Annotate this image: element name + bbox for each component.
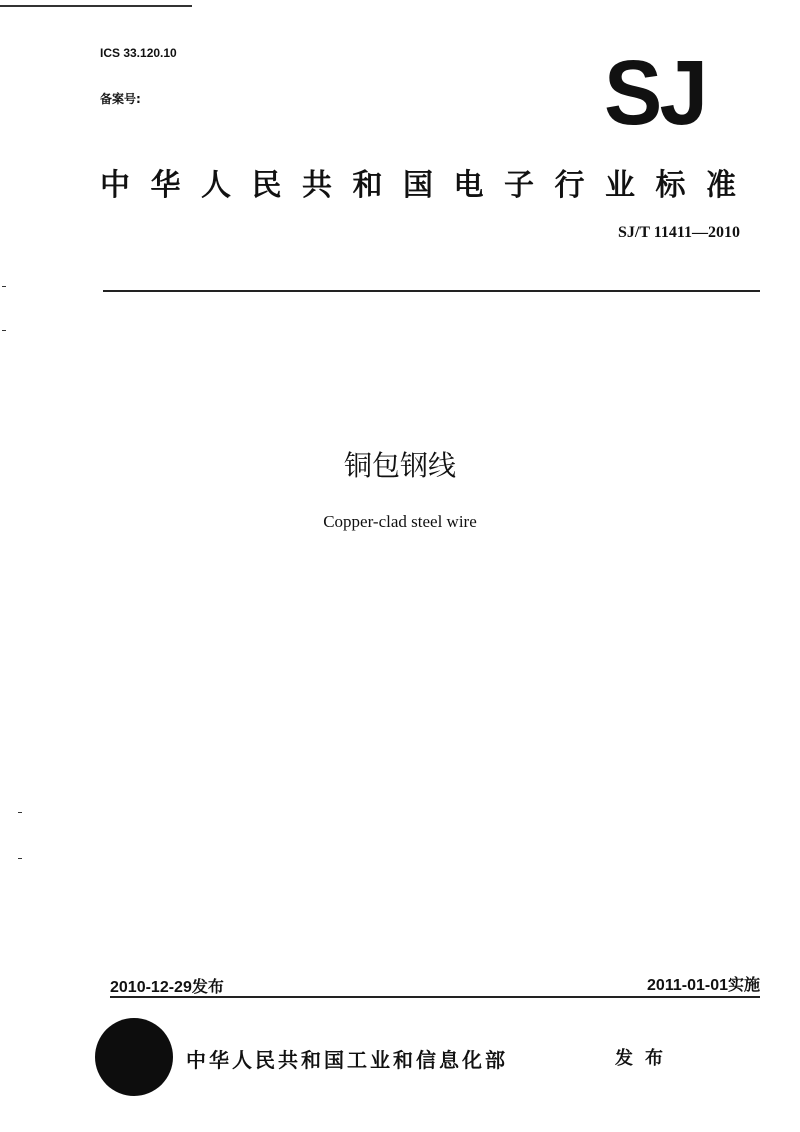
publish-label: 发布 <box>615 1048 675 1069</box>
scan-mark <box>18 858 22 859</box>
standard-category-heading: 中华人民共和国电子行业标准 <box>100 168 757 203</box>
issuing-authority: 中华人民共和国工业和信息化部 <box>186 1048 508 1072</box>
scan-mark <box>18 812 22 813</box>
official-seal-icon <box>95 1018 173 1096</box>
ics-code: ICS 33.120.10 <box>100 46 177 60</box>
implementation-date: 2011-01-01实施 <box>647 977 760 994</box>
document-title-chinese: 铜包钢线 <box>343 449 456 482</box>
scan-mark <box>2 330 6 331</box>
top-edge-line <box>0 5 192 7</box>
header-divider <box>103 290 760 292</box>
scan-mark <box>2 286 6 287</box>
sj-logo: SJ <box>604 42 706 144</box>
document-title-english: Copper-clad steel wire <box>323 512 477 531</box>
standard-number: SJ/T 11411—2010 <box>618 224 740 241</box>
issue-date: 2010-12-29发布 <box>110 979 224 996</box>
record-number-label: 备案号: <box>100 92 141 106</box>
footer-divider <box>110 996 760 998</box>
